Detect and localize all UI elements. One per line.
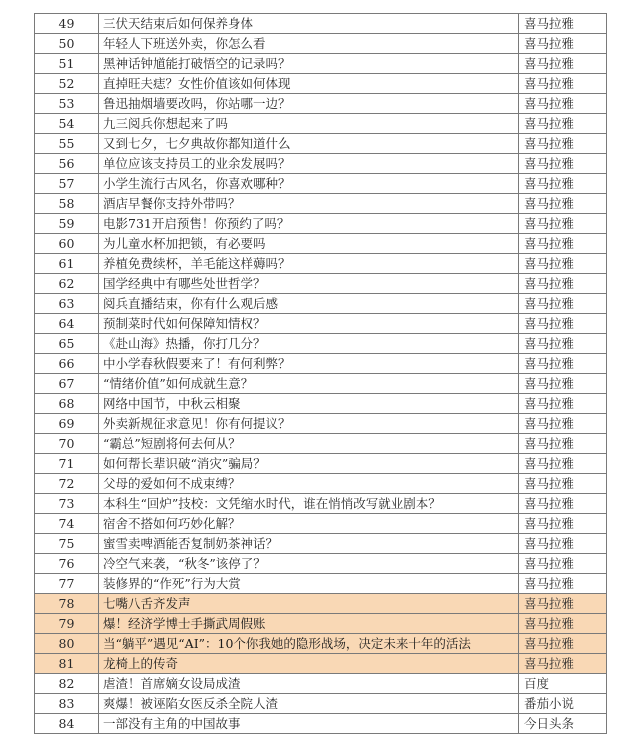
row-title: 七嘴八舌齐发声	[99, 594, 519, 614]
row-source: 喜马拉雅	[519, 554, 607, 574]
row-number: 65	[35, 334, 99, 354]
row-source: 喜马拉雅	[519, 594, 607, 614]
row-number: 67	[35, 374, 99, 394]
row-number: 51	[35, 54, 99, 74]
row-title: 年轻人下班送外卖，你怎么看	[99, 34, 519, 54]
row-number: 49	[35, 14, 99, 34]
row-title: 鲁迅抽烟墙要改吗，你站哪一边？	[99, 94, 519, 114]
row-number: 73	[35, 494, 99, 514]
table-row	[35, 634, 607, 654]
row-number: 53	[35, 94, 99, 114]
row-title: 国学经典中有哪些处世哲学？	[99, 274, 519, 294]
row-number: 80	[35, 634, 99, 654]
row-source: 喜马拉雅	[519, 254, 607, 274]
row-title: 小学生流行古风名，你喜欢哪种？	[99, 174, 519, 194]
row-title: 九三阅兵你想起来了吗	[99, 114, 519, 134]
row-title: 龙椅上的传奇	[99, 654, 519, 674]
row-title: “霸总”短剧将何去何从？	[99, 434, 519, 454]
row-source: 喜马拉雅	[519, 414, 607, 434]
table-row	[35, 414, 607, 434]
row-title: 外卖新规征求意见！你有何提议？	[99, 414, 519, 434]
table-row	[35, 354, 607, 374]
row-title: 父母的爱如何不成束缚？	[99, 474, 519, 494]
row-title: 又到七夕，七夕典故你都知道什么	[99, 134, 519, 154]
table-row	[35, 174, 607, 194]
row-source: 喜马拉雅	[519, 514, 607, 534]
row-source: 今日头条	[519, 714, 607, 734]
row-number: 61	[35, 254, 99, 274]
row-number: 69	[35, 414, 99, 434]
row-number: 78	[35, 594, 99, 614]
row-source: 喜马拉雅	[519, 14, 607, 34]
row-number: 52	[35, 74, 99, 94]
row-number: 63	[35, 294, 99, 314]
row-title: 单位应该支持员工的业余发展吗？	[99, 154, 519, 174]
row-number: 84	[35, 714, 99, 734]
row-title: 酒店早餐你支持外带吗？	[99, 194, 519, 214]
row-title: 三伏天结束后如何保养身体	[99, 14, 519, 34]
row-number: 77	[35, 574, 99, 594]
row-title: 电影731开启预售！你预约了吗？	[99, 214, 519, 234]
row-title: “情绪价值”如何成就生意？	[99, 374, 519, 394]
row-title: 网络中国节，中秋云相聚	[99, 394, 519, 414]
row-number: 64	[35, 314, 99, 334]
row-title: 养植免费续杯，羊毛能这样薅吗？	[99, 254, 519, 274]
row-number: 68	[35, 394, 99, 414]
row-number: 71	[35, 454, 99, 474]
row-title: 如何帮长辈识破“消灾”骗局？	[99, 454, 519, 474]
table-row	[35, 234, 607, 254]
row-source: 喜马拉雅	[519, 534, 607, 554]
row-source: 喜马拉雅	[519, 654, 607, 674]
row-title: 直掉旺夫痣？女性价值该如何体现	[99, 74, 519, 94]
row-source: 喜马拉雅	[519, 294, 607, 314]
row-source: 喜马拉雅	[519, 214, 607, 234]
row-source: 喜马拉雅	[519, 134, 607, 154]
table-row	[35, 334, 607, 354]
row-number: 58	[35, 194, 99, 214]
table-row	[35, 514, 607, 534]
row-title: 为儿童水杯加把锁，有必要吗	[99, 234, 519, 254]
table-row	[35, 254, 607, 274]
table-row	[35, 14, 607, 34]
row-source: 喜马拉雅	[519, 474, 607, 494]
row-number: 81	[35, 654, 99, 674]
table-row	[35, 654, 607, 674]
topic-table	[34, 13, 607, 734]
row-number: 56	[35, 154, 99, 174]
table-row	[35, 214, 607, 234]
row-source: 番茄小说	[519, 694, 607, 714]
table-row	[35, 434, 607, 454]
table-row	[35, 394, 607, 414]
row-number: 72	[35, 474, 99, 494]
row-source: 喜马拉雅	[519, 614, 607, 634]
table-row	[35, 554, 607, 574]
row-title: 本科生“回炉”技校：文凭缩水时代，谁在悄悄改写就业剧本？	[99, 494, 519, 514]
row-number: 79	[35, 614, 99, 634]
row-source: 喜马拉雅	[519, 174, 607, 194]
row-source: 喜马拉雅	[519, 94, 607, 114]
row-source: 喜马拉雅	[519, 574, 607, 594]
table-row	[35, 54, 607, 74]
table-row	[35, 574, 607, 594]
row-source: 百度	[519, 674, 607, 694]
row-source: 喜马拉雅	[519, 34, 607, 54]
table-row	[35, 694, 607, 714]
table-row	[35, 194, 607, 214]
row-number: 82	[35, 674, 99, 694]
row-title: 中小学春秋假要来了！有何利弊？	[99, 354, 519, 374]
row-source: 喜马拉雅	[519, 274, 607, 294]
table-row	[35, 74, 607, 94]
row-number: 62	[35, 274, 99, 294]
table-row	[35, 534, 607, 554]
row-number: 55	[35, 134, 99, 154]
topic-table-body	[35, 14, 607, 734]
row-number: 54	[35, 114, 99, 134]
row-number: 60	[35, 234, 99, 254]
row-source: 喜马拉雅	[519, 54, 607, 74]
table-row	[35, 94, 607, 114]
row-title: 冷空气来袭，“秋冬”该停了？	[99, 554, 519, 574]
row-number: 83	[35, 694, 99, 714]
row-number: 74	[35, 514, 99, 534]
row-source: 喜马拉雅	[519, 394, 607, 414]
row-source: 喜马拉雅	[519, 314, 607, 334]
row-title: 虐渣！首席嫡女设局成渣	[99, 674, 519, 694]
row-source: 喜马拉雅	[519, 74, 607, 94]
table-row	[35, 674, 607, 694]
table-row	[35, 154, 607, 174]
table-row	[35, 374, 607, 394]
row-title: 一部没有主角的中国故事	[99, 714, 519, 734]
table-row	[35, 114, 607, 134]
row-source: 喜马拉雅	[519, 634, 607, 654]
table-row	[35, 294, 607, 314]
row-title: 当“躺平”遇见“AI”：10个你我她的隐形战场，决定未来十年的活法	[99, 634, 519, 654]
row-source: 喜马拉雅	[519, 494, 607, 514]
row-number: 66	[35, 354, 99, 374]
row-number: 50	[35, 34, 99, 54]
table-row	[35, 494, 607, 514]
row-title: 爽爆！被诬陷女医反杀全院人渣	[99, 694, 519, 714]
row-source: 喜马拉雅	[519, 334, 607, 354]
row-title: 预制菜时代如何保障知情权？	[99, 314, 519, 334]
row-title: 阅兵直播结束，你有什么观后感	[99, 294, 519, 314]
table-row	[35, 134, 607, 154]
row-source: 喜马拉雅	[519, 454, 607, 474]
row-number: 76	[35, 554, 99, 574]
row-number: 70	[35, 434, 99, 454]
row-source: 喜马拉雅	[519, 114, 607, 134]
table-row	[35, 314, 607, 334]
row-title: 黑神话钟馗能打破悟空的记录吗？	[99, 54, 519, 74]
row-source: 喜马拉雅	[519, 154, 607, 174]
row-source: 喜马拉雅	[519, 234, 607, 254]
row-title: 《赴山海》热播，你打几分？	[99, 334, 519, 354]
row-title: 装修界的“作死”行为大赏	[99, 574, 519, 594]
row-source: 喜马拉雅	[519, 434, 607, 454]
row-title: 宿舍不搭如何巧妙化解？	[99, 514, 519, 534]
table-row	[35, 454, 607, 474]
row-source: 喜马拉雅	[519, 194, 607, 214]
row-number: 57	[35, 174, 99, 194]
table-row	[35, 614, 607, 634]
table-row	[35, 594, 607, 614]
row-title: 蜜雪卖啤酒能否复制奶茶神话？	[99, 534, 519, 554]
row-number: 59	[35, 214, 99, 234]
table-row	[35, 274, 607, 294]
row-source: 喜马拉雅	[519, 354, 607, 374]
row-number: 75	[35, 534, 99, 554]
table-row	[35, 714, 607, 734]
table-row	[35, 34, 607, 54]
row-title: 爆！经济学博士手撕武周假账	[99, 614, 519, 634]
table-row	[35, 474, 607, 494]
row-source: 喜马拉雅	[519, 374, 607, 394]
